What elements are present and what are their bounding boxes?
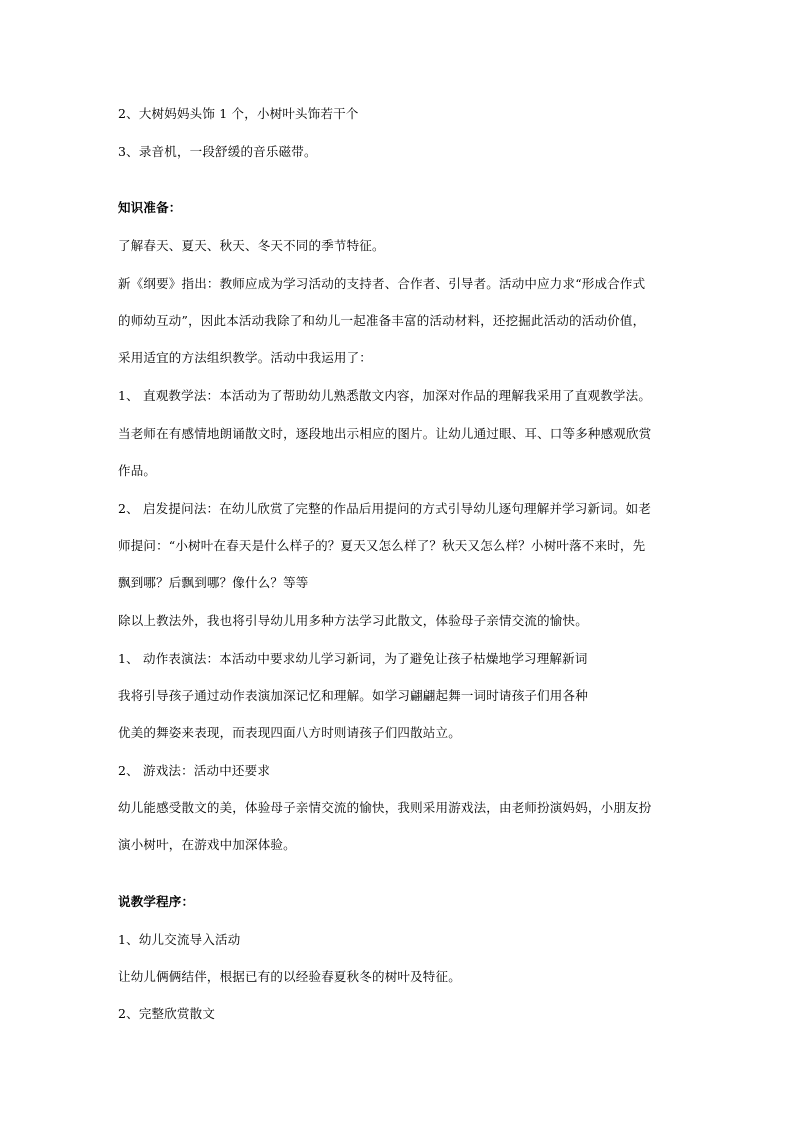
method-item-line: 2、 游戏法：活动中还要求 — [118, 763, 271, 778]
procedure-step: 1、幼儿交流导入活动 — [118, 932, 241, 947]
paragraph-line: 让幼儿俩俩结伴，根据已有的以经验春夏秋冬的树叶及特征。 — [118, 969, 461, 984]
paragraph-line: 当老师在有感情地朗诵散文时，逐段地出示相应的图片。让幼儿通过眼、耳、口等多种感观欣赏 — [118, 426, 652, 441]
materials-item-2: 2、大树妈妈头饰 1 个，小树叶头饰若干个 — [118, 106, 359, 121]
paragraph-line: 采用适宜的方法组织教学。活动中我运用了： — [118, 350, 373, 365]
paragraph-line: 优美的舞姿来表现，而表现四面八方时则请孩子们四散站立。 — [118, 725, 461, 740]
materials-item-3: 3、录音机，一段舒缓的音乐磁带。 — [118, 144, 317, 159]
paragraph-line: 我将引导孩子通过动作表演加深记忆和理解。如学习翩翩起舞一词时请孩子们用各种 — [118, 688, 588, 703]
paragraph-line: 的师幼互动”，因此本活动我除了和幼儿一起准备丰富的活动材料，还挖掘此活动的活动价值， — [118, 313, 646, 328]
procedure-heading: 说教学程序： — [118, 894, 195, 909]
paragraph-line: 除以上教法外，我也将引导幼儿用多种方法学习此散文，体验母子亲情交流的愉快。 — [118, 613, 588, 628]
method-item-line: 1、 直观教学法：本活动为了帮助幼儿熟悉散文内容，加深对作品的理解我采用了直观教学法。 — [118, 388, 652, 403]
method-item-line: 2、 启发提问法：在幼儿欣赏了完整的作品后用提问的方式引导幼儿逐句理解并学习新词。如老 — [118, 501, 652, 516]
paragraph-line: 新《纲要》指出：教师应成为学习活动的支持者、合作者、引导者。活动中应力求“形成合作式 — [118, 276, 646, 291]
paragraph-line: 演小树叶，在游戏中加深体验。 — [118, 837, 296, 852]
knowledge-prep-line: 了解春天、夏天、秋天、冬天不同的季节特征。 — [118, 238, 385, 253]
method-item-line: 1、 动作表演法：本活动中要求幼儿学习新词，为了避免让孩子枯燥地学习理解新词 — [118, 651, 588, 666]
paragraph-line: 幼儿能感受散文的美，体验母子亲情交流的愉快，我则采用游戏法，由老师扮演妈妈，小朋友扮 — [118, 800, 652, 815]
paragraph-line: 作品。 — [118, 463, 157, 478]
procedure-step: 2、完整欣赏散文 — [118, 1006, 216, 1021]
knowledge-prep-heading: 知识准备： — [118, 200, 182, 215]
paragraph-line: 飘到哪？后飘到哪？像什么？等等 — [118, 575, 309, 590]
paragraph-line: 师提问：“小树叶在春天是什么样子的？夏天又怎么样了？秋天又怎么样？小树叶落不来时，先 — [118, 538, 646, 553]
